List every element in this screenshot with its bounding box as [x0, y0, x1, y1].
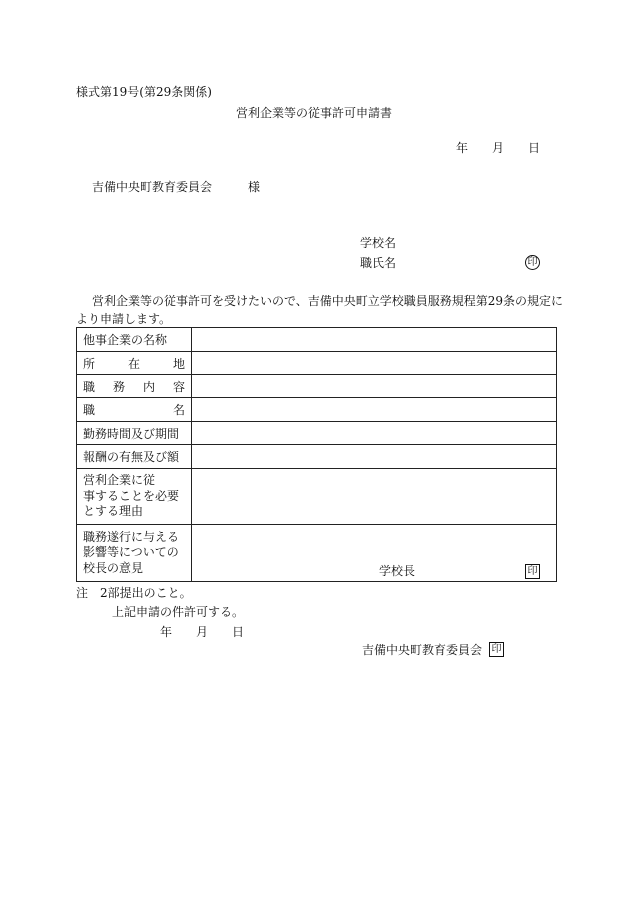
date-day: 日: [528, 141, 541, 155]
approval-date-month: 月: [196, 625, 209, 639]
company-name-label: 他事企業の名称: [77, 328, 192, 352]
location-label: [77, 352, 192, 375]
approval-text: 上記申請の件許可する。: [112, 605, 245, 619]
table-row: [77, 422, 557, 445]
remuneration-field[interactable]: [192, 445, 557, 469]
table-row: [77, 352, 557, 375]
duties-label: [77, 375, 192, 398]
form-number: 様式第19号(第29条関係): [76, 85, 212, 99]
position-char: 名: [172, 403, 185, 417]
principal-opinion-label: [77, 525, 192, 582]
position-char: 職: [83, 403, 96, 417]
table-row: [77, 469, 557, 525]
hours-period-field[interactable]: [192, 422, 557, 445]
reason-line: 営利企業に従: [83, 473, 156, 488]
location-field[interactable]: [192, 352, 557, 375]
duties-char: 職: [83, 379, 96, 394]
principal-label: 学校長: [379, 564, 416, 578]
company-name-field[interactable]: [192, 328, 557, 352]
date-month: 月: [492, 141, 505, 155]
remuneration-label: 報酬の有無及び額: [77, 445, 192, 469]
request-text-line1: 営利企業等の従事許可を受けたいので、吉備中央町立学校職員服務規程第29条の規定に: [92, 294, 564, 308]
date-year: 年: [456, 141, 469, 155]
name-label: 職氏名: [360, 256, 397, 270]
reason-line: 事することを必要: [83, 488, 180, 503]
applicant-seal-icon: 印: [525, 255, 540, 270]
principal-opinion-field[interactable]: [192, 525, 557, 582]
table-row: [77, 445, 557, 469]
approval-date-year: 年: [160, 625, 173, 639]
table-row: [77, 328, 557, 352]
principal-opinion-line: 職務遂行に与える: [83, 529, 180, 544]
duties-field[interactable]: [192, 375, 557, 398]
position-label: [77, 398, 192, 422]
principal-opinion-line: 影響等についての: [83, 545, 179, 560]
reason-line: とする理由: [83, 504, 144, 519]
document-title: 営利企業等の従事許可申請書: [236, 106, 393, 120]
addressee-name: 吉備中央町教育委員会: [92, 180, 213, 194]
approval-authority: 吉備中央町教育委員会: [362, 643, 483, 657]
location-char: 所: [83, 356, 96, 371]
duties-char: 容: [172, 379, 185, 394]
note: 注 2部提出のこと。: [76, 586, 192, 600]
approval-date-day: 日: [232, 625, 245, 639]
addressee-honorific: 様: [248, 180, 261, 194]
principal-seal-icon: 印: [525, 564, 540, 579]
table-row: [77, 525, 557, 582]
reason-field[interactable]: [192, 469, 557, 525]
position-field[interactable]: [192, 398, 557, 422]
school-name-label: 学校名: [360, 236, 397, 250]
location-char: 在: [127, 356, 140, 371]
request-text-line2: より申請します。: [76, 312, 172, 326]
duties-char: 内: [142, 379, 155, 394]
hours-period-label: 勤務時間及び期間: [77, 422, 192, 445]
table-row: [77, 375, 557, 398]
reason-label: [77, 469, 192, 525]
principal-opinion-line: 校長の意見: [83, 560, 144, 575]
duties-char: 務: [112, 379, 125, 394]
application-table: [76, 327, 557, 582]
table-row: [77, 398, 557, 422]
approval-seal-icon: 印: [489, 642, 504, 657]
location-char: 地: [172, 356, 185, 371]
